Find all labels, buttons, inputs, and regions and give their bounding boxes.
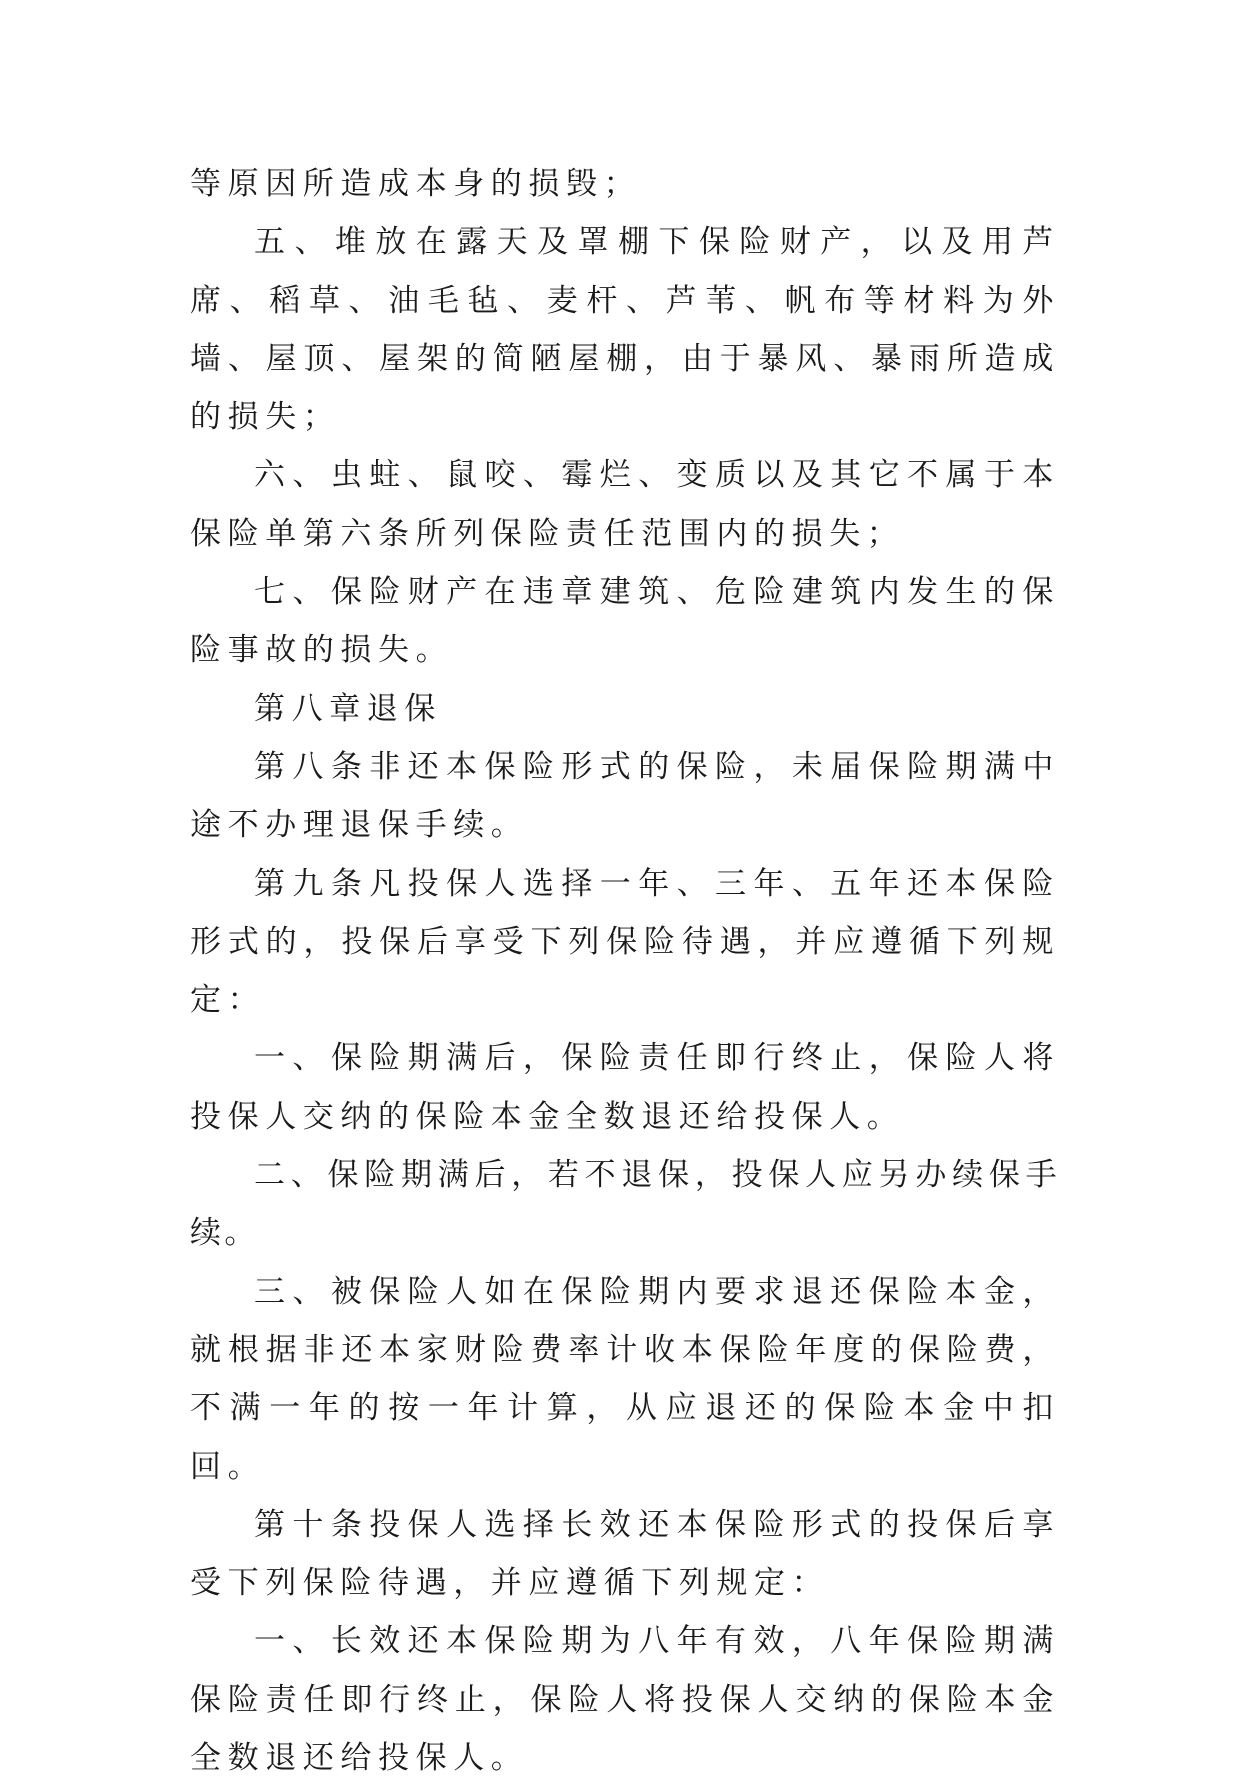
- article-ten-item-one: 一、长效还本保险期为八年有效，八年保险期满保险责任即行终止，保险人将投保人交纳的保险本金全数退还给投保人。: [190, 1623, 1060, 1777]
- article-ten: 第十条投保人选择长效还本保险形式的投保后享受下列保险待遇，并应遵循下列规定：: [190, 1506, 1060, 1602]
- paragraph-item-six: 六、虫蛀、鼠咬、霉烂、变质以及其它不属于本保险单第六条所列保险责任范围内的损失；: [190, 457, 1060, 552]
- article-nine-item-three: 三、被保险人如在保险期内要求退还保险本金，就根据非还本家财险费率计收本保险年度的保险费，不满一年的按一年计算，从应退还的保险本金中扣回。: [190, 1273, 1060, 1485]
- paragraph-item-seven: 七、保险财产在违章建筑、危险建筑内发生的保险事故的损失。: [190, 574, 1060, 669]
- document-body: [190, 155, 1060, 1787]
- article-nine-item-two: 二、保险期满后，若不退保，投保人应另办续保手续。: [190, 1157, 1060, 1252]
- paragraph-item-five: 五、堆放在露天及罩棚下保险财产，以及用芦席、稻草、油毛毡、麦杆、芦苇、帆布等材料为外墙、屋顶、屋架的简陋屋棚，由于暴风、暴雨所造成的损失；: [190, 224, 1060, 436]
- chapter-heading: 第八章退保: [254, 690, 442, 727]
- article-nine: 第九条凡投保人选择一年、三年、五年还本保险形式的，投保后享受下列保险待遇，并应遵循下列规定：: [190, 865, 1060, 1019]
- article-eight: 第八条非还本保险形式的保险，未届保险期满中途不办理退保手续。: [190, 748, 1060, 844]
- article-nine-item-one: 一、保险期满后，保险责任即行终止，保险人将投保人交纳的保险本金全数退还给投保人。: [190, 1040, 1060, 1135]
- paragraph-continuation: 等原因所造成本身的损毁；: [190, 166, 642, 202]
